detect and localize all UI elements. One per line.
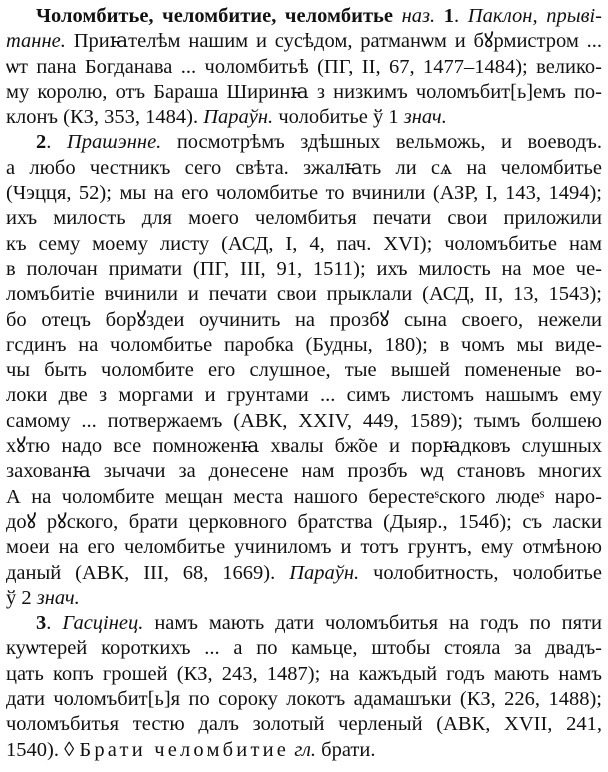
text-run: цать копъ грошей (КЗ, 243, 1487); на кажъдый годъ мають намъ [6, 662, 602, 685]
text-run: чолобитье ў 1 [273, 106, 404, 129]
text-run: Гасцінец. [62, 612, 144, 635]
text-run [435, 5, 444, 27]
text-run: А на чоломбите мещан места нашого берестеˢского людеˢ наро- [6, 485, 602, 508]
text-line [6, 535, 602, 560]
text-run: захованꙗ зычачи за донесене нам прозбъ ѡд становъ многих [6, 460, 602, 483]
text-run: куѡтерей короткихъ ... а по камьце, штобы стояла за двадъ- [6, 637, 602, 660]
text-run: Чоломбитье, челомбитие, челомбитье [36, 5, 393, 27]
text-run: Прашэнне. [66, 131, 162, 154]
text-line [6, 80, 602, 105]
text-run: знач. [36, 586, 80, 609]
text-line [6, 105, 602, 130]
text-line [6, 712, 602, 737]
text-run: в полочан примати (ПГ, III, 91, 1511); ихъ милость на мое че- [6, 257, 602, 280]
text-run: ломъбитіе вчинили и печати свои прыклали (АСД, II, 13, 1543); [6, 283, 602, 306]
text-line [6, 333, 602, 358]
text-line [6, 257, 602, 282]
text-run: даный (АВК, III, 68, 1669). [6, 561, 290, 584]
text-run: гл. [294, 738, 317, 761]
text-run: . [454, 5, 468, 27]
text-line [6, 459, 602, 484]
text-run: посмотрѣмъ здѣшных вельможь, и воеводъ. [161, 131, 602, 154]
text-run: 1540). ◊ [6, 738, 80, 761]
text-run: (Чэцця, 52); мы на его чоломбитье то вчинили (АЗР, I, 143, 1494); [6, 182, 602, 205]
text-run: самому ... потвержаемъ (АВК, XXIV, 449, 1589); тымъ болшею [6, 409, 602, 432]
text-line [6, 611, 602, 636]
text-run: дати чоломъбит[ь]я по сороку локотъ адамашъки (КЗ, 226, 1488); [6, 688, 602, 711]
text-line [6, 434, 602, 459]
text-run: гсдинъ на чоломбитье паробка (Будны, 180); в чомъ мы виде- [6, 333, 602, 356]
text-run: хꙋтю надо все помноженꙗ хвалы бж̃ое и порꙗдковъ слушных [6, 435, 602, 458]
text-line [6, 358, 602, 383]
text-line [6, 409, 602, 434]
text-run: намъ мають дати чоломъбитья на годъ по пяти [143, 612, 602, 635]
text-line [6, 29, 602, 54]
text-line [6, 687, 602, 712]
text-run [393, 5, 402, 27]
text-run: моеи на его челомбитье учиниломъ и тотъ грунтъ, ему отмѣною [6, 536, 602, 559]
text-run: ихъ милость для моего челомбитья печати свои приложили [6, 207, 602, 230]
text-run: . [46, 131, 67, 154]
text-run: Параўн. [203, 106, 274, 129]
text-run: . [46, 612, 63, 635]
text-line [6, 232, 602, 257]
text-run: му королю, отъ Бараша Ширинꙗ з низкимъ чоломъбит[ь]емъ по- [6, 80, 602, 103]
text-line [6, 4, 602, 29]
text-run: чы быть чоломбите его слушное, тые вышей помененые во- [6, 359, 602, 382]
text-line [6, 636, 602, 661]
text-run: Брати челомбитие [79, 738, 290, 761]
text-run: а любо честникъ сего свѣта. зжалꙗть ли сѧ на челомбитье [6, 156, 602, 179]
text-line [6, 485, 602, 510]
text-line [6, 206, 602, 231]
text-run: доꙋ рꙋского, брати церковного братства (Дыяр., 154б); съ ласки [6, 510, 602, 533]
text-line [6, 55, 602, 80]
text-line [6, 156, 602, 181]
text-run: танне. [6, 30, 66, 53]
text-line [6, 383, 602, 408]
text-run: ѡт пана Богданава ... чоломбитьѣ (ПГ, II, 67, 1477–1484); велико- [6, 55, 602, 78]
text-line [6, 308, 602, 333]
text-line [6, 662, 602, 687]
text-line [6, 586, 602, 611]
text-run: 1 [443, 5, 455, 27]
text-run: бо отецъ борꙋздеи оучинить на прозбꙋ сына своего, нежели [6, 308, 602, 331]
text-run: знач. [403, 106, 447, 129]
text-run: Паклон, прыві- [467, 5, 602, 27]
text-run: брати. [316, 738, 376, 761]
text-line [6, 181, 602, 206]
text-run: чоломъбитья тестю далъ золотый черленый (АВК, XVII, 241, [6, 713, 602, 736]
text-run: ў 2 [6, 586, 37, 609]
text-run: къ сему моему листу (АСД, I, 4, пач. XVI); чоломъбитье нам [6, 232, 602, 255]
text-run: клонъ (КЗ, 353, 1484). [6, 106, 204, 129]
text-run: Параўн. [289, 561, 360, 584]
text-line [6, 510, 602, 535]
text-run: чолобитность, чолобитье [359, 561, 602, 584]
text-line [6, 561, 602, 586]
text-line [6, 738, 602, 763]
text-line [6, 282, 602, 307]
dictionary-entry [6, 4, 602, 763]
text-run: наз. [401, 5, 436, 27]
text-run: Приꙗтелѣм нашим и сусѣдом, ратманѡм и бꙋрмистром ... [65, 30, 602, 53]
text-run: 2 [36, 131, 47, 154]
text-run: 3 [36, 612, 47, 635]
text-run: локи две з моргами и грунтами ... симъ листомъ нашымъ ему [6, 384, 602, 407]
text-line [6, 130, 602, 155]
